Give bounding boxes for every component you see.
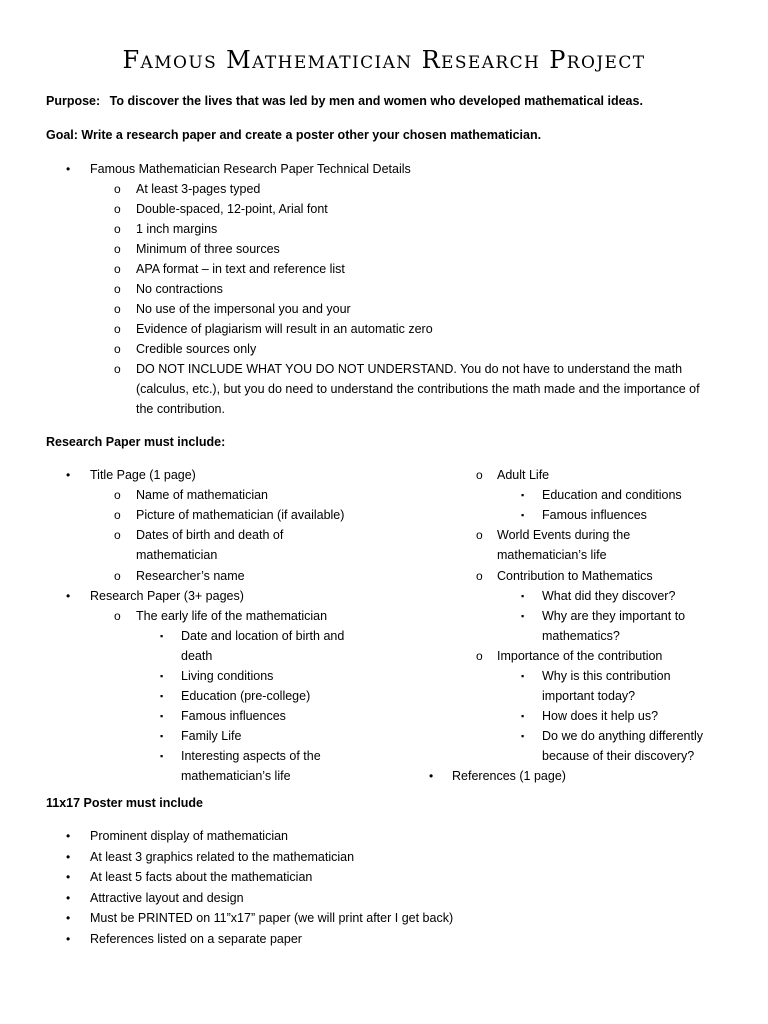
circle-bullet-icon: o xyxy=(114,302,121,316)
purpose-label: Purpose: xyxy=(46,94,101,108)
importance-subitem-cont: because of their discovery? xyxy=(542,749,695,763)
technical-note-line1: DO NOT INCLUDE WHAT YOU DO NOT UNDERSTAND. You do not have to understand the math xyxy=(136,362,683,376)
circle-bullet-icon: o xyxy=(114,222,121,236)
circle-bullet-icon: o xyxy=(476,569,483,583)
circle-bullet-icon: o xyxy=(114,569,121,583)
early-life-subitem: Family Life xyxy=(181,729,242,743)
square-bullet-icon: ▪ xyxy=(160,691,164,701)
early-life-subitem: Education (pre-college) xyxy=(181,689,311,703)
square-bullet-icon: ▪ xyxy=(521,671,525,681)
early-life-subitem: Living conditions xyxy=(181,669,274,683)
circle-bullet-icon: o xyxy=(114,202,121,216)
technical-item: Evidence of plagiarism will result in an automatic zero xyxy=(136,322,433,336)
early-life-subitem: Date and location of birth and xyxy=(181,629,345,643)
world-events-item: World Events during the xyxy=(497,528,631,542)
importance-subitem-cont: important today? xyxy=(542,689,636,703)
technical-item: APA format – in text and reference list xyxy=(136,262,345,276)
importance-subitem: Do we do anything differently xyxy=(542,729,703,743)
importance-item: Importance of the contribution xyxy=(497,649,663,663)
circle-bullet-icon: o xyxy=(114,488,121,502)
circle-bullet-icon: o xyxy=(476,468,483,482)
square-bullet-icon: ▪ xyxy=(521,711,525,721)
square-bullet-icon: ▪ xyxy=(521,591,525,601)
goal-line: Goal: Write a research paper and create a poster other your chosen mathematician. xyxy=(46,128,542,142)
references-item: References (1 page) xyxy=(452,769,566,783)
contribution-subitem-cont: mathematics? xyxy=(542,629,620,643)
technical-heading: Famous Mathematician Research Paper Technical Details xyxy=(90,162,411,176)
document-title: Famous Mathematician Research Project xyxy=(122,46,646,74)
early-life-subitem-cont: death xyxy=(181,649,213,663)
circle-bullet-icon: o xyxy=(476,528,483,542)
contribution-subitem: Why are they important to xyxy=(542,609,686,623)
adult-life-subitem: Famous influences xyxy=(542,508,647,522)
technical-item: Minimum of three sources xyxy=(136,242,280,256)
circle-bullet-icon: o xyxy=(114,242,121,256)
bullet-icon: • xyxy=(66,589,71,603)
bullet-icon: • xyxy=(66,162,71,176)
circle-bullet-icon: o xyxy=(114,362,121,376)
circle-bullet-icon: o xyxy=(114,528,121,542)
circle-bullet-icon: o xyxy=(114,282,121,296)
importance-subitem: How does it help us? xyxy=(542,709,659,723)
circle-bullet-icon: o xyxy=(114,262,121,276)
square-bullet-icon: ▪ xyxy=(160,751,164,761)
poster-item: Prominent display of mathematician xyxy=(90,829,289,843)
poster-item: Must be PRINTED on 11”x17” paper (we will print after I get back) xyxy=(90,911,454,925)
importance-subitem: Why is this contribution xyxy=(542,669,671,683)
square-bullet-icon: ▪ xyxy=(521,490,525,500)
circle-bullet-icon: o xyxy=(476,649,483,663)
square-bullet-icon: ▪ xyxy=(521,731,525,741)
technical-note-line2: (calculus, etc.), but you do need to understand the contributions the math made and the importance of xyxy=(136,382,700,396)
square-bullet-icon: ▪ xyxy=(521,611,525,621)
technical-item: At least 3-pages typed xyxy=(136,182,261,196)
world-events-item-cont: mathematician’s life xyxy=(497,548,607,562)
bullet-icon: • xyxy=(66,829,71,843)
early-life-subitem: Interesting aspects of the xyxy=(181,749,321,763)
title-page-item-cont: mathematician xyxy=(136,548,218,562)
adult-life-subitem: Education and conditions xyxy=(542,488,682,502)
bullet-icon: • xyxy=(66,911,71,925)
poster-item: At least 3 graphics related to the mathematician xyxy=(90,849,355,864)
title-page-label: Title Page (1 page) xyxy=(90,468,196,482)
purpose-text: To discover the lives that was led by men and women who developed mathematical ideas. xyxy=(109,94,643,108)
technical-note-line3: the contribution. xyxy=(136,402,225,416)
square-bullet-icon: ▪ xyxy=(160,711,164,721)
title-page-item: Dates of birth and death of xyxy=(136,528,284,542)
technical-item: 1 inch margins xyxy=(136,222,218,236)
early-life-item: The early life of the mathematician xyxy=(136,609,328,623)
circle-bullet-icon: o xyxy=(114,322,121,336)
poster-heading: 11x17 Poster must include xyxy=(46,796,204,810)
early-life-subitem-cont: mathematician’s life xyxy=(181,769,291,783)
contribution-item: Contribution to Mathematics xyxy=(497,569,653,583)
technical-item: No use of the impersonal you and your xyxy=(136,302,351,316)
circle-bullet-icon: o xyxy=(114,508,121,522)
purpose-line xyxy=(46,91,643,111)
technical-item: Double-spaced, 12-point, Arial font xyxy=(136,202,328,216)
contribution-subitem: What did they discover? xyxy=(542,589,676,603)
technical-item: Credible sources only xyxy=(136,342,257,356)
title-page-item: Researcher’s name xyxy=(136,569,245,583)
bullet-icon: • xyxy=(66,849,71,864)
square-bullet-icon: ▪ xyxy=(160,731,164,741)
square-bullet-icon: ▪ xyxy=(521,510,525,520)
square-bullet-icon: ▪ xyxy=(160,631,164,641)
adult-life-item: Adult Life xyxy=(497,468,550,482)
bullet-icon: • xyxy=(66,468,71,482)
poster-item: Attractive layout and design xyxy=(90,890,244,905)
poster-item: At least 5 facts about the mathematician xyxy=(90,870,313,884)
bullet-icon: • xyxy=(66,870,71,884)
poster-item: References listed on a separate paper xyxy=(90,931,302,946)
bullet-icon: • xyxy=(429,769,434,783)
bullet-icon: • xyxy=(66,931,71,946)
bullet-icon: • xyxy=(66,890,71,905)
circle-bullet-icon: o xyxy=(114,609,121,623)
title-page-item: Picture of mathematician (if available) xyxy=(136,508,345,522)
research-paper-heading: Research Paper must include: xyxy=(46,435,226,449)
research-paper-label: Research Paper (3+ pages) xyxy=(90,589,244,603)
square-bullet-icon: ▪ xyxy=(160,671,164,681)
early-life-subitem: Famous influences xyxy=(181,709,286,723)
title-page-item: Name of mathematician xyxy=(136,488,269,502)
circle-bullet-icon: o xyxy=(114,342,121,356)
circle-bullet-icon: o xyxy=(114,182,121,196)
technical-item: No contractions xyxy=(136,282,223,296)
